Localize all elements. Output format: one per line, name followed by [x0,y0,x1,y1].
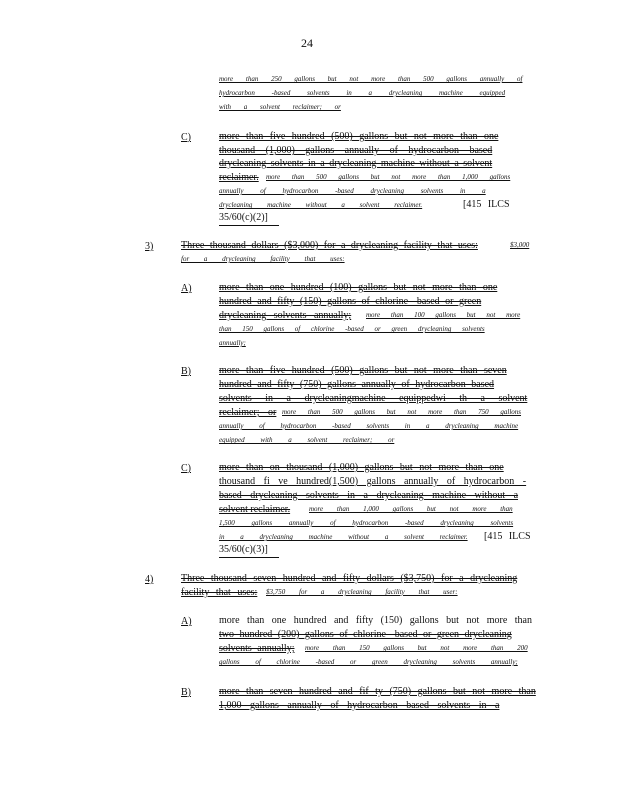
continuation-line-1: more than 250 gallons but not more than 500 gallons annually of [219,75,523,83]
item-3c-struck-1: more than on thousand (1,000) gallons but not more than one [219,462,504,473]
item-4-inserted: $3,750 for a drycleaning facility that user: [266,588,458,596]
item-3a-struck-2: hundred and fifty (150) gallons of chlorine -based or green [219,296,482,307]
item-3a-struck-3: drycleaning solvents annually; [219,310,352,321]
item-c-citation-a: [415 ILCS [463,199,510,210]
item-c-struck-4: reclaimer. [219,172,259,183]
item-3b-struck-4: reclaimer; or [219,407,277,418]
item-3c-citation-b: 35/60(c)(3)] [219,544,268,555]
item-4a-inserted-2: gallons of chlorine -based or green drycleaning solvents annually; [219,658,518,666]
item-4a-struck-1: two hundred (200) gallons of chlorine -based or green drycleaning [219,629,512,640]
item-3b-label: B) [181,366,191,377]
item-3c-struck-4: solvent reclaimer. [219,504,291,515]
item-c-inserted-1: more than 500 gallons but not more than 1,000 gallons [266,173,511,181]
item-4b-struck-2: 1,000 gallons annually of hydrocarbon based solvents in a [219,700,500,711]
item-3-inserted-a: $3,000 [510,241,530,249]
item-3c-inserted-1: more than 1,000 gallons but not more than [309,505,513,513]
item-3a-inserted-2: than 150 gallons of chlorine -based or green drycleaning solvents [219,325,485,333]
item-3-inserted-b: for a drycleaning facility that uses: [181,255,345,263]
item-c-struck-3: drycleaning solvents in a drycleaning machine without a solvent [219,158,493,169]
item-3c-inserted-3: in a drycleaning machine without a solvent reclaimer. [219,533,468,541]
item-3c-struck-2: thousand fi ve hundred(1,500) gallons annually of hydrocarbon - [219,476,527,487]
item-3-label: 3) [145,241,154,252]
item-4a-plain: more than one hundred and fifty (150) gallons but not more than [219,615,532,626]
item-c-struck-2: thousand (1,000) gallons annually of hydrocarbon based [219,145,493,156]
page-number: 24 [301,36,313,50]
item-4-struck-2: facility that uses: [181,587,258,598]
item-3c-citation-rule [219,557,279,558]
item-4b-label: B) [181,687,191,698]
item-3c-inserted-2: 1,500 gallons annually of hydrocarbon -based drycleaning solvents [219,519,514,527]
item-c-label: C) [181,132,191,143]
item-3b-inserted-1: more than 500 gallons but not more than 750 gallons [282,408,522,416]
item-3a-label: A) [181,283,192,294]
item-c-inserted-3: drycleaning machine without a solvent reclaimer. [219,201,423,209]
item-4-label: 4) [145,574,154,585]
item-c-struck-1: more than five hundred (500) gallons but not more than one [219,131,499,142]
item-3b-struck-1: more than five hundred (500) gallons but not more than seven [219,365,507,376]
item-4-struck-1: Three thousand seven hundred and fifty dollars ($3,750) for a drycleaning [181,573,518,584]
item-3b-inserted-3: equipped with a solvent reclaimer; or [219,436,395,444]
continuation-line-3: with a solvent reclaimer; or [219,103,341,111]
item-4b-struck-1: more than seven hundred and fif ty (750) gallons but not more than [219,686,536,697]
item-3a-inserted-3: annually; [219,339,246,347]
continuation-line-2: hydrocarbon -based solvents in a drycleaning machine equipped [219,89,506,97]
item-c-citation-b: 35/60(c)(2)] [219,212,268,223]
item-c-inserted-2: annually of hydrocarbon -based drycleaning solvents in a [219,187,486,195]
item-3b-inserted-2: annually of hydrocarbon -based solvents in a drycleaning machine [219,422,519,430]
item-4a-inserted-1: more than 150 gallons but not more than 200 [305,644,528,652]
item-3a-inserted-1: more than 100 gallons but not more [366,311,521,319]
item-3a-struck-1: more than one hundred (100) gallons but not more than one [219,282,498,293]
item-3c-label: C) [181,463,191,474]
item-3c-citation-a: [415 ILCS [484,531,531,542]
item-3-struck: Three thousand dollars ($3,000) for a drycleaning facility that uses: [181,240,478,251]
item-4a-label: A) [181,616,192,627]
item-3c-struck-3: based drycleaning solvents in a drycleaning machine without a [219,490,519,501]
item-c-citation-rule [219,225,279,226]
item-4a-struck-2: solvents annually; [219,643,295,654]
item-3b-struck-2: hundred and fifty (750) gallons annually of hydrocarbon based [219,379,495,390]
item-3b-struck-3: solvents in a drycleaningmachine equippedwi th a solvent [219,393,528,404]
